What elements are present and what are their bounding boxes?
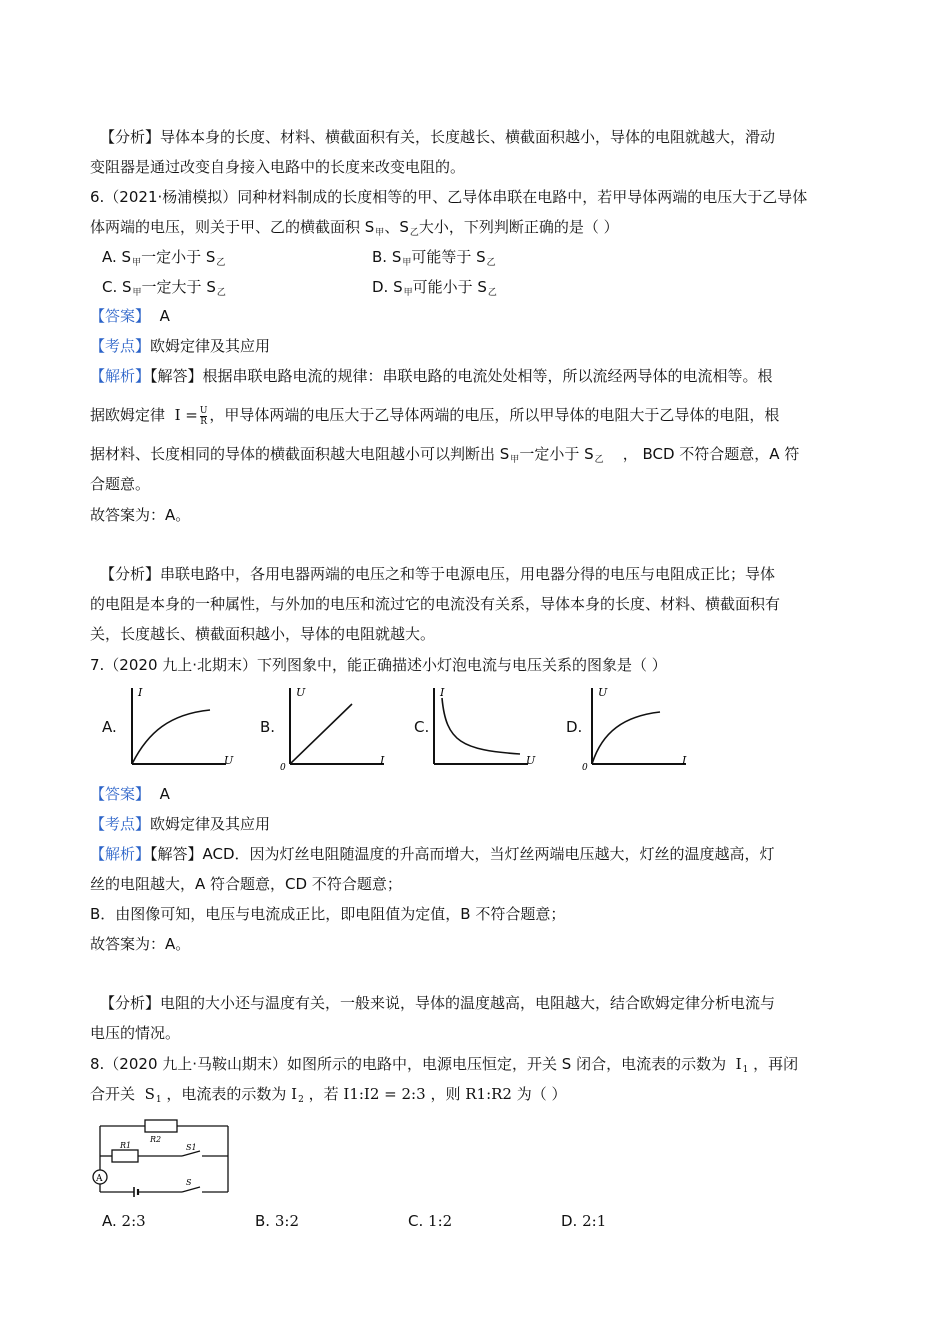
q6-option-d[interactable]: D. $S_甲$可能小于 $S_乙$ — [372, 278, 497, 298]
circuit-diagram — [90, 1114, 240, 1200]
svg-text:A: A — [96, 1174, 103, 1184]
curve — [132, 710, 210, 764]
ohm-formula: I = $\frac{U}{R}$ — [174, 405, 208, 427]
graph-a — [120, 682, 240, 772]
q6-stem-line1: 6.（2021·杨浦模拟）同种材料制成的长度相等的甲、乙导体串联在电路中，若甲导体两端的电压大于乙导体 — [90, 188, 808, 206]
analysis-5-line1 — [100, 127, 775, 147]
svg-text:S1: S1 — [186, 1143, 197, 1152]
analysis-text: 导体本身的长度、材料、横截面积有关，长度越长、横截面积越小，导体的电阻就越大，滑动 — [160, 128, 776, 146]
graph-c — [422, 682, 542, 772]
x-label: U — [224, 754, 234, 767]
q8-option-d[interactable]: D. 2:1 — [561, 1212, 607, 1230]
q6-conclusion: 故答案为：A。 — [90, 506, 191, 524]
q7-solution-line1: 【解析】【解答】ACD．因为灯丝电阻随温度的升高而增大，当灯丝两端电压越大，灯丝的温度越高，灯 — [90, 845, 775, 863]
y-label: I — [138, 686, 143, 699]
analysis-tag: 【分析】 — [100, 565, 161, 583]
q7-option-b-label[interactable]: B. — [260, 718, 276, 736]
q7-stem: 7.（2020 九上·北期末）下列图象中，能正确描述小灯泡电流与电压关系的图象是（ ） — [90, 656, 667, 674]
q6-answer: 【答案】 A — [90, 307, 170, 325]
q7-option-a-label[interactable]: A. — [102, 718, 117, 736]
x-label: U — [526, 754, 536, 767]
q6-solution-line1: 【解析】【解答】根据串联电路电流的规律：串联电路的电流处处相等，所以流经两导体的电流相等。根 — [90, 367, 773, 385]
graph-d — [580, 682, 700, 772]
svg-text:R2: R2 — [150, 1135, 162, 1144]
x-label: I — [380, 754, 385, 767]
q8-option-b[interactable]: B. 3:2 — [255, 1212, 299, 1230]
solution-tag: 【解析】 — [90, 845, 151, 863]
q6-topic: 【考点】欧姆定律及其应用 — [90, 337, 271, 355]
y-label: U — [296, 686, 306, 699]
q6-option-a[interactable]: A. $S_甲$一定小于 $S_乙$ — [102, 248, 226, 268]
q7-option-d-label[interactable]: D. — [566, 718, 583, 736]
q7-analysis-line1: 【分析】电阻的大小还与温度有关，一般来说，导体的温度越高，电阻越大，结合欧姆定律分析电流与 — [100, 994, 776, 1012]
solution-tag: 【解析】 — [90, 367, 151, 385]
q6-analysis-line3: 关，长度越长、横截面积越小，导体的电阻就越大。 — [90, 625, 436, 643]
q6-analysis-line1: 【分析】串联电路中，各用电器两端的电压之和等于电源电压，用电器分得的电压与电阻成正比；导体 — [100, 565, 776, 583]
q7-solution-line3: B．由图像可知，电压与电流成正比，即电阻值为定值，B 不符合题意； — [90, 905, 566, 923]
q6-solution-line4: 合题意。 — [90, 475, 151, 493]
q6-option-c[interactable]: C. $S_甲$一定大于 $S_乙$ — [102, 278, 226, 298]
q8-stem-line2: 合开关 $S_1$ ，电流表的示数为 $I_2$ ，若 I1:I2 = 2:3 ，则 R1:R2 为（ ） — [90, 1085, 567, 1105]
curve — [592, 712, 660, 764]
resistor-r2 — [145, 1120, 177, 1132]
topic-tag: 【考点】 — [90, 815, 151, 833]
svg-text:R1: R1 — [120, 1141, 132, 1150]
q6-solution-line3: 据材料、长度相同的导体的横截面积越大电阻越小可以判断出 $S_甲$一定小于 $S_乙$ ， BCD 不符合题意，A 符 — [90, 445, 800, 465]
q7-conclusion: 故答案为：A。 — [90, 935, 191, 953]
svg-text:S: S — [186, 1178, 192, 1187]
resistor-r1 — [112, 1150, 138, 1162]
answer-tag: 【答案】 — [90, 785, 151, 803]
curve — [442, 698, 520, 754]
q6-solution-line2: 据欧姆定律 I = $\frac{U}{R}$ ，甲导体两端的电压大于乙导体两端的电压，所以甲导体的电阻大于乙导体的电阻，根 — [90, 405, 780, 427]
graph-b — [278, 682, 398, 772]
fraction: $\frac{U}{R}$ — [199, 405, 208, 427]
topic-tag: 【考点】 — [90, 337, 151, 355]
y-label: U — [598, 686, 608, 699]
answer-tag: 【答案】 — [90, 307, 151, 325]
analysis-tag: 【分析】 — [100, 994, 161, 1012]
q8-stem-line1: 8.（2020 九上·马鞍山期末）如图所示的电路中，电源电压恒定，开关 S 闭合，电流表的示数为 $I_1$ ，再闭 — [90, 1055, 799, 1075]
q6-analysis-line2: 的电阻是本身的一种属性，与外加的电压和流过它的电流没有关系，导体本身的长度、材料、横截面积有 — [90, 595, 781, 613]
origin-label: 0 — [582, 763, 588, 772]
q7-topic: 【考点】欧姆定律及其应用 — [90, 815, 271, 833]
analysis-5-line2: 变阻器是通过改变自身接入电路中的长度来改变电阻的。 — [90, 158, 466, 176]
y-label: I — [440, 686, 445, 699]
q6-stem-line2: 体两端的电压，则关于甲、乙的横截面积 $S_甲$、$S_乙$大小，下列判断正确的是（ ） — [90, 218, 619, 238]
q7-solution-line2: 丝的电阻越大，A 符合题意，CD 不符合题意； — [90, 875, 402, 893]
origin-label: 0 — [280, 763, 286, 772]
q7-answer: 【答案】 A — [90, 785, 170, 803]
switch-s — [182, 1187, 200, 1192]
analysis-tag: 【分析】 — [100, 128, 161, 146]
q8-option-c[interactable]: C. 1:2 — [408, 1212, 453, 1230]
x-label: I — [682, 754, 687, 767]
q6-option-b[interactable]: B. $S_甲$可能等于 $S_乙$ — [372, 248, 496, 268]
q7-option-c-label[interactable]: C. — [414, 718, 430, 736]
q7-analysis-line2: 电压的情况。 — [90, 1024, 181, 1042]
line — [290, 704, 352, 764]
q8-option-a[interactable]: A. 2:3 — [102, 1212, 146, 1230]
